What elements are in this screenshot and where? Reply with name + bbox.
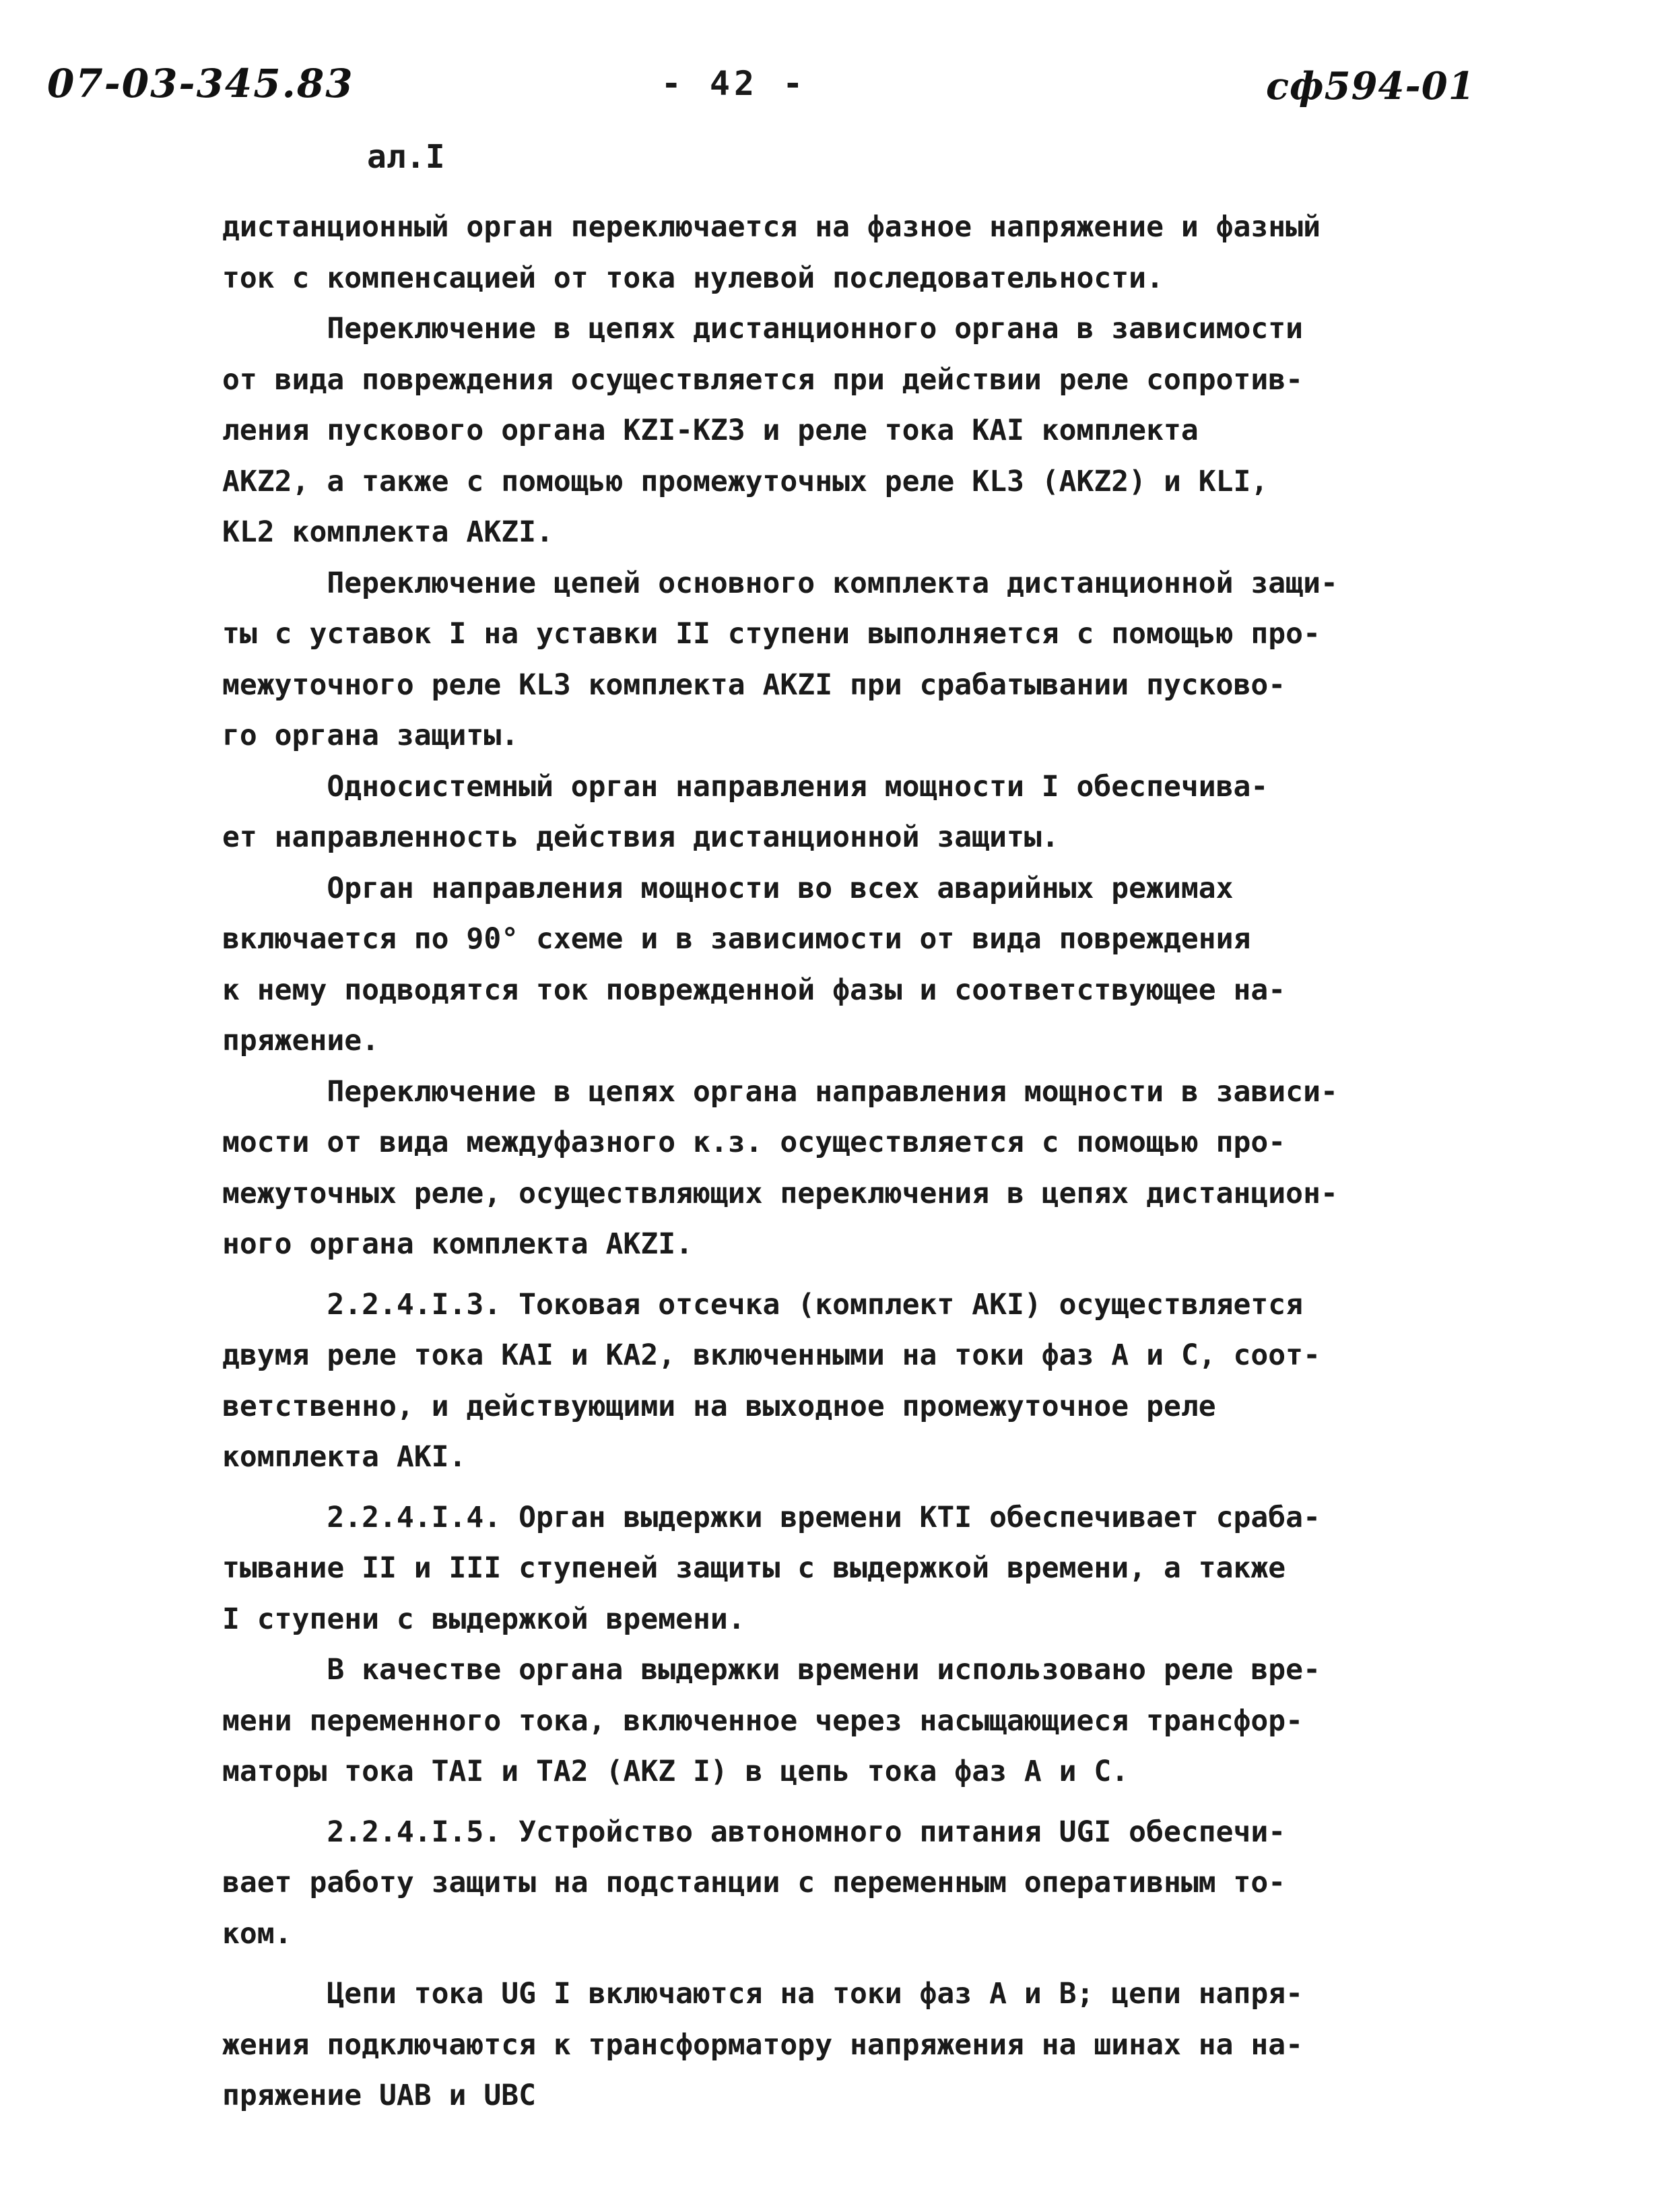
text-line: пряжение UAB и UBC	[222, 2079, 536, 2112]
text-line: включается по 90° схеме и в зависимости от вида повреждения	[222, 922, 1251, 956]
paragraph	[222, 1280, 1542, 1483]
document-code: 07-03-345.83	[47, 61, 354, 106]
text-line: пряжение.	[222, 1024, 379, 1058]
text-line: к нему подводятся ток поврежденной фазы и соответствующее на-	[222, 973, 1286, 1007]
paragraph	[222, 558, 1542, 762]
text-line: ет направленность действия дистанционной защиты.	[222, 820, 1059, 854]
text-line: В качестве органа выдержки времени использовано реле вре-	[222, 1653, 1321, 1687]
paragraph	[222, 1067, 1542, 1270]
text-line: маторы тока TAI и TA2 (AKZ I) в цепь тока фаз A и C.	[222, 1755, 1129, 1788]
paragraph	[222, 762, 1542, 864]
text-line: Переключение в цепях дистанционного органа в зависимости	[222, 312, 1304, 346]
sheet-label: ал.I	[367, 138, 445, 176]
page-number: - 42 -	[661, 64, 807, 103]
paragraph	[222, 1969, 1542, 2122]
text-line: Орган направления мощности во всех аварийных режимах	[222, 871, 1234, 905]
text-line: жения подключаются к трансформатору напряжения на шинах на на-	[222, 2027, 1304, 2062]
text-line: KL2 комплекта AKZI.	[222, 515, 554, 549]
paragraph	[222, 304, 1542, 558]
paragraph	[222, 1493, 1542, 1646]
text-line: вает работу защиты на подстанции с переменным оперативным то-	[222, 1866, 1286, 1899]
paragraph	[222, 1807, 1542, 1960]
text-line: межуточного реле KL3 комплекта AKZI при срабатывании пусково-	[222, 668, 1286, 702]
text-line: ком.	[222, 1916, 292, 1951]
text-line: ного органа комплекта AKZI.	[222, 1227, 693, 1261]
text-line: 2.2.4.I.3. Токовая отсечка (комплект AKI) осуществляется	[222, 1287, 1304, 1322]
text-line: ты с уставок I на уставки II ступени выполняется с помощью про-	[222, 617, 1321, 651]
text-line: дистанционный орган переключается на фазное напряжение и фазный	[222, 210, 1321, 244]
text-line: ток с компенсацией от тока нулевой последовательности.	[222, 261, 1164, 295]
text-line: межуточных реле, осуществляющих переключения в цепях дистанцион-	[222, 1176, 1338, 1210]
text-line: го органа защиты.	[222, 719, 519, 752]
text-line: Односистемный орган направления мощности I обеспечива-	[222, 769, 1269, 804]
text-line: Переключение цепей основного комплекта дистанционной защи-	[222, 566, 1338, 600]
text-line: мости от вида междуфазного к.з. осуществляется с помощью про-	[222, 1126, 1286, 1159]
text-line: Переключение в цепях органа направления мощности в зависи-	[222, 1074, 1338, 1109]
handwritten-code: сф594-01	[1266, 64, 1475, 108]
text-line: I ступени с выдержкой времени.	[222, 1602, 745, 1636]
text-line: 2.2.4.I.5. Устройство автономного питания UGI обеспечи-	[222, 1815, 1286, 1849]
text-line: AKZ2, а также с помощью промежуточных реле KL3 (AKZ2) и KLI,	[222, 464, 1269, 498]
text-line: мени переменного тока, включенное через насыщающиеся трансфор-	[222, 1703, 1304, 1738]
text-line: ветственно, и действующими на выходное промежуточное реле	[222, 1389, 1216, 1423]
paragraph	[222, 202, 1542, 304]
text-line: комплекта AKI.	[222, 1440, 467, 1474]
text-line: двумя реле тока KAI и KA2, включенными на токи фаз A и C, соот-	[222, 1338, 1321, 1372]
text-line: от вида повреждения осуществляется при действии реле сопротив-	[222, 362, 1304, 397]
text-line: тывание II и III ступеней защиты с выдержкой времени, а также	[222, 1551, 1286, 1585]
body-text	[222, 202, 1542, 2122]
text-line: Цепи тока UG I включаются на токи фаз A и B; цепи напря-	[222, 1977, 1304, 2011]
paragraph	[222, 1645, 1542, 1798]
text-line: 2.2.4.I.4. Орган выдержки времени KTI обеспечивает сраба-	[222, 1500, 1321, 1534]
paragraph	[222, 864, 1542, 1067]
text-line: ления пускового органа KZI-KZ3 и реле тока KAI комплекта	[222, 414, 1199, 447]
